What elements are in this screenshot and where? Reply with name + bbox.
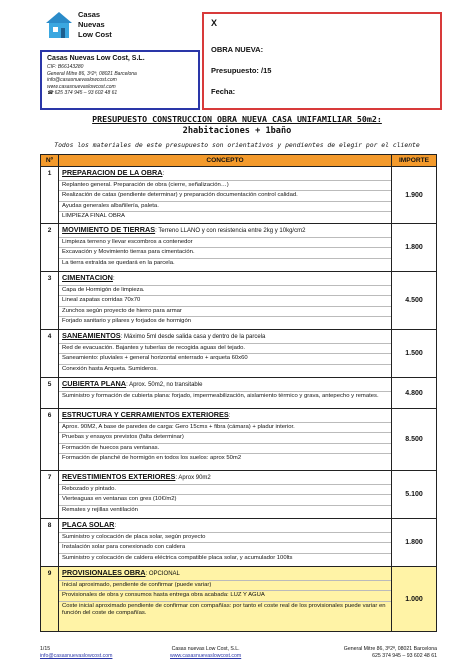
row-number: 2 (41, 224, 59, 272)
concept-line: La tierra extraída se quedará en la parcela. (62, 259, 175, 266)
concept-title: PLACA SOLAR (62, 520, 115, 529)
company-logo (44, 10, 112, 40)
concept-heading (59, 519, 391, 533)
table-row (41, 330, 437, 378)
budget-table (40, 154, 437, 632)
company-web[interactable]: www.casasnuevaslowcost.com (47, 83, 116, 90)
row-concept (59, 378, 392, 409)
concept-subtitle: : (112, 276, 115, 282)
company-info-box (40, 50, 200, 110)
concept-line: Forjado sanitario y pilares y forjados de hormigón (62, 318, 192, 325)
footer-right (344, 646, 437, 659)
client-info-box (202, 12, 442, 110)
row-amount: 5.100 (392, 471, 437, 519)
concept-line: Suministro y colocación de caldera eléctrica compatible placa solar, y acumulador 100lts (62, 554, 293, 561)
footer-left (40, 646, 112, 659)
concept-line: Saneamiento: pluviales + general horizontal enterrado + arqueta 60x60 (59, 354, 391, 364)
header-num: Nº (41, 155, 59, 167)
footer-company: Casas nuevas Low Cost, S.L. (171, 646, 240, 652)
company-phone: ☎ 625 374 945 – 93 602 48 61 (47, 90, 118, 97)
footer-phones: 625 374 945 – 93 602 48 61 (372, 652, 437, 659)
concept-heading (59, 224, 391, 238)
concept-heading (59, 330, 391, 344)
row-number: 8 (41, 519, 59, 567)
concept-line: Pruebas y ensayos previstos (falta determinar) (59, 433, 391, 443)
concept-line: Conexión hasta Arqueta. Sumideros. (62, 365, 158, 372)
company-email[interactable]: info@casasnuevaslowcost.com (47, 77, 117, 84)
concept-heading (59, 272, 391, 286)
concept-line: Formación de huecos para ventanas. (59, 444, 391, 454)
row-number: 6 (41, 409, 59, 471)
concept-line: Red de evacuación. Bajantes y tuberías de recogida aguas del tejado. (59, 344, 391, 354)
concept-line: Formación de planché de hormigón en todos los suelos: aprox 50m2 (62, 455, 242, 462)
concept-subtitle: : (228, 413, 231, 419)
concept-title: PROVISIONALES OBRA (62, 568, 146, 577)
concept-line: Ayudas generales albañilería, paleta. (59, 202, 391, 212)
materials-note: Todos los materiales de este presupuesto son orientativos y pendientes de elegir por el cliente (54, 141, 420, 149)
table-row (41, 224, 437, 272)
concept-line: Replanteo general. Preparación de obra (cierre, señalización…) (59, 181, 391, 191)
concept-line: Suministro y colocación de placa solar, según proyecto (59, 533, 391, 543)
obra-field: OBRA NUEVA: (211, 45, 264, 54)
row-concept (59, 224, 392, 272)
row-concept (59, 167, 392, 224)
concept-line: Vierteaguas en ventanas con gres (10€/m2) (59, 495, 391, 505)
row-number: 9 (41, 567, 59, 632)
row-amount: 8.500 (392, 409, 437, 471)
row-concept (59, 567, 392, 632)
fecha-field: Fecha: (211, 87, 236, 96)
table-row (41, 567, 437, 632)
footer-web-link[interactable]: www.casasnuevaslowcost.com (170, 652, 242, 659)
concept-heading (59, 471, 391, 485)
concept-title: PREPARACION DE LA OBRA (62, 168, 163, 177)
concept-heading (59, 567, 391, 581)
table-row (41, 272, 437, 330)
footer-address: General Mitre 86, 3º2ª, 08021 Barcelona (343, 646, 437, 652)
concept-subtitle: : (114, 523, 117, 529)
row-concept (59, 471, 392, 519)
document-title: PRESUPUESTO CONSTRUCCION OBRA NUEVA CASA UNIFAMILIAR 50m2: (92, 114, 382, 124)
presupuesto-field: Presupuesto: /15 (211, 66, 272, 75)
table-row (41, 471, 437, 519)
row-amount: 1.800 (392, 519, 437, 567)
concept-line: Lineal zapatas corridas 70x70 (59, 296, 391, 306)
concept-title: SANEAMIENTOS (62, 331, 121, 340)
row-number: 3 (41, 272, 59, 330)
table-row (41, 378, 437, 409)
row-amount: 1.000 (392, 567, 437, 632)
concept-subtitle: : Terreno LLANO y con resistencia entre 2kg y 10kg/cm2 (155, 228, 306, 234)
concept-line: Provisionales de obra y consumos hasta entrega obra acabada: LUZ Y AGUA (59, 591, 391, 601)
row-number: 4 (41, 330, 59, 378)
footer-email-link[interactable]: info@casasnuevaslowcost.com (40, 652, 113, 659)
company-name: Casas Nuevas Low Cost, S.L. (47, 55, 145, 62)
concept-heading (59, 409, 391, 423)
concept-title: CUBIERTA PLANA (62, 379, 127, 388)
header-concept: CONCEPTO (59, 155, 392, 167)
house-icon (44, 10, 74, 40)
footer-center (170, 646, 241, 659)
table-row (41, 519, 437, 567)
concept-heading (59, 378, 391, 392)
concept-line: Coste inicial aproximado pendiente de confirmar con compañías: por tanto el coste real de los provisionales puede variar en función del coste de compañías. (62, 602, 386, 617)
concept-line: Suministro y formación de cubierta plana: forjado, impermeabilización, aislamiento térmico y grava, antepecho y remates. (62, 393, 379, 399)
table-row (41, 409, 437, 471)
company-address: General Mitre 86, 3º2ª, 08021 Barcelona (47, 70, 137, 77)
concept-title: MOVIMIENTO DE TIERRAS (62, 225, 156, 234)
row-amount: 4.800 (392, 378, 437, 409)
row-concept (59, 272, 392, 330)
table-header-row (41, 155, 437, 167)
concept-title: ESTRUCTURA Y CERRAMIENTOS EXTERIORES (62, 410, 229, 419)
concept-subtitle: : (162, 171, 165, 177)
concept-line: Excavación y Movimiento tierras para cimentación. (59, 248, 391, 258)
concept-line: Instalación solar para conexionado con caldera (59, 543, 391, 553)
client-name: X (211, 18, 218, 28)
row-amount: 1.900 (392, 167, 437, 224)
concept-line: Aprox. 90M2, A base de paredes de carga: Gero 15cms + fibra (cámara) + pladur interior. (59, 423, 391, 433)
concept-title: CIMENTACION (62, 273, 113, 282)
concept-subtitle: : Aprox 90m2 (175, 475, 211, 481)
row-concept (59, 519, 392, 567)
row-concept (59, 330, 392, 378)
row-amount: 1.800 (392, 224, 437, 272)
row-number: 5 (41, 378, 59, 409)
concept-line: Zunchos según proyecto de hierro para armar (59, 307, 391, 317)
concept-subtitle: : Máximo 5ml desde salida casa y dentro de la parcela (120, 334, 266, 340)
concept-line: Inicial aproximado, pendiente de confirmar (puede variar) (59, 581, 391, 591)
concept-line: Rebozado y pintado. (59, 485, 391, 495)
concept-subtitle: : Aprox. 50m2, no transitable (126, 382, 203, 388)
concept-line: Remates y rejillas ventilación (62, 506, 138, 513)
row-amount: 4.500 (392, 272, 437, 330)
concept-title: REVESTIMIENTOS EXTERIORES (62, 472, 176, 481)
page-number: 1/15 (40, 646, 51, 652)
logo-text: Casas Nuevas Low Cost (78, 10, 112, 39)
concept-line: LIMPIEZA FINAL OBRA (62, 213, 125, 220)
document-subtitle: 2habitaciones + 1baño (182, 126, 292, 136)
concept-heading (59, 167, 391, 181)
company-cif: CIF: B66143280 (47, 64, 84, 70)
concept-line: Realización de catas (pendiente determinar) y preparación documentación control calidad. (59, 191, 391, 201)
concept-subtitle: : OPCIONAL (145, 571, 180, 577)
table-row (41, 167, 437, 224)
row-number: 7 (41, 471, 59, 519)
row-number: 1 (41, 167, 59, 224)
row-amount: 1.500 (392, 330, 437, 378)
concept-line: Limpieza terreno y llevar escombros a contenedor (59, 238, 391, 248)
row-concept (59, 409, 392, 471)
concept-line: Capa de Hormigón de limpieza. (59, 286, 391, 296)
header-amount: IMPORTE (392, 155, 437, 167)
